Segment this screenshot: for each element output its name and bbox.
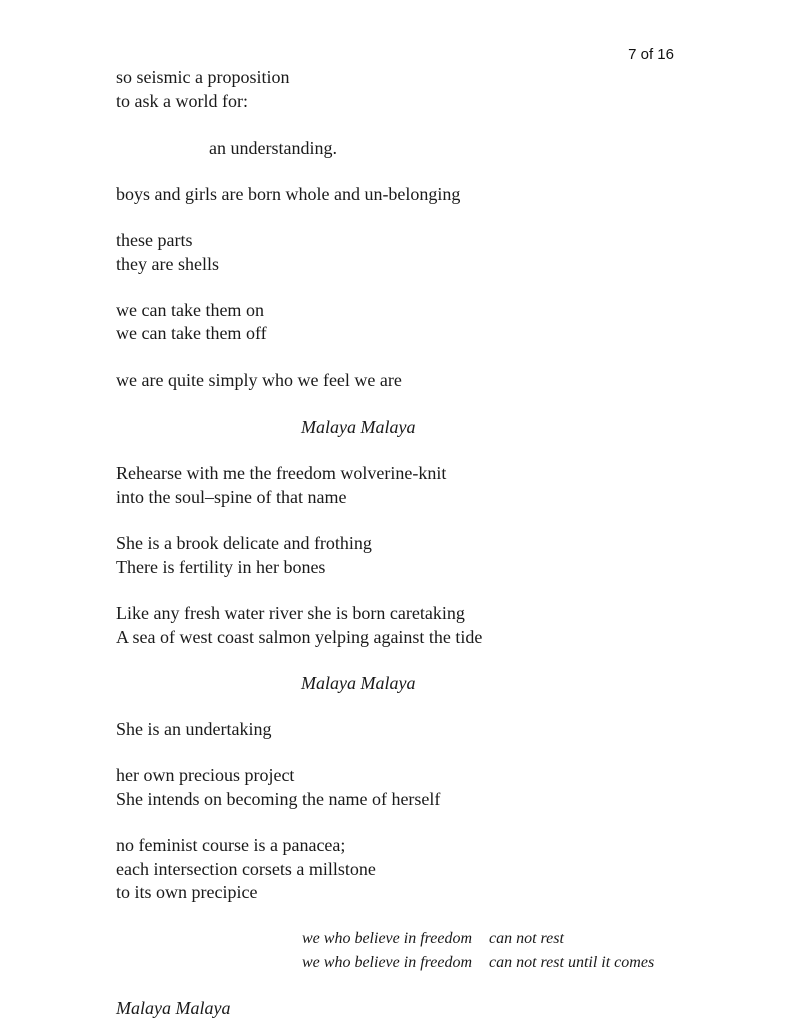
quote-line xyxy=(302,952,655,974)
poem-line: an understanding. xyxy=(209,138,337,158)
refrain: Malaya Malaya xyxy=(301,673,416,693)
poem-line: boys and girls are born whole and un-belonging xyxy=(116,184,461,204)
poem-line: A sea of west coast salmon yelping against the tide xyxy=(116,627,483,647)
quote-right: can not rest xyxy=(489,930,564,947)
page-number: 7 of 16 xyxy=(628,46,674,63)
poem-line: no feminist course is a panacea; xyxy=(116,835,346,855)
poem-line: each intersection corsets a millstone xyxy=(116,859,376,879)
poem-line: her own precious project xyxy=(116,765,295,785)
quote-line xyxy=(302,928,564,950)
refrain: Malaya Malaya xyxy=(301,417,416,437)
poem-line: She is an undertaking xyxy=(116,719,272,739)
poem-line: There is fertility in her bones xyxy=(116,557,326,577)
poem-line: She is a brook delicate and frothing xyxy=(116,533,372,553)
poem-line: to ask a world for: xyxy=(116,91,248,111)
poem-line: She intends on becoming the name of herself xyxy=(116,789,441,809)
poem-line: so seismic a proposition xyxy=(116,67,290,87)
quote-left: we who believe in freedom xyxy=(302,930,473,947)
poem-line: into the soul–spine of that name xyxy=(116,487,347,507)
poem-line: these parts xyxy=(116,230,193,250)
quote-right: can not rest until it comes xyxy=(489,954,655,971)
poem-line: we can take them on xyxy=(116,300,264,320)
poem-line: they are shells xyxy=(116,254,219,274)
poem-line: Rehearse with me the freedom wolverine-knit xyxy=(116,463,447,483)
poem-line: Like any fresh water river she is born caretaking xyxy=(116,603,465,623)
poem-line: to its own precipice xyxy=(116,882,258,902)
refrain: Malaya Malaya xyxy=(116,998,231,1018)
poem-line: we are quite simply who we feel we are xyxy=(116,370,402,390)
poem-line: we can take them off xyxy=(116,323,267,343)
quote-left: we who believe in freedom xyxy=(302,954,473,971)
